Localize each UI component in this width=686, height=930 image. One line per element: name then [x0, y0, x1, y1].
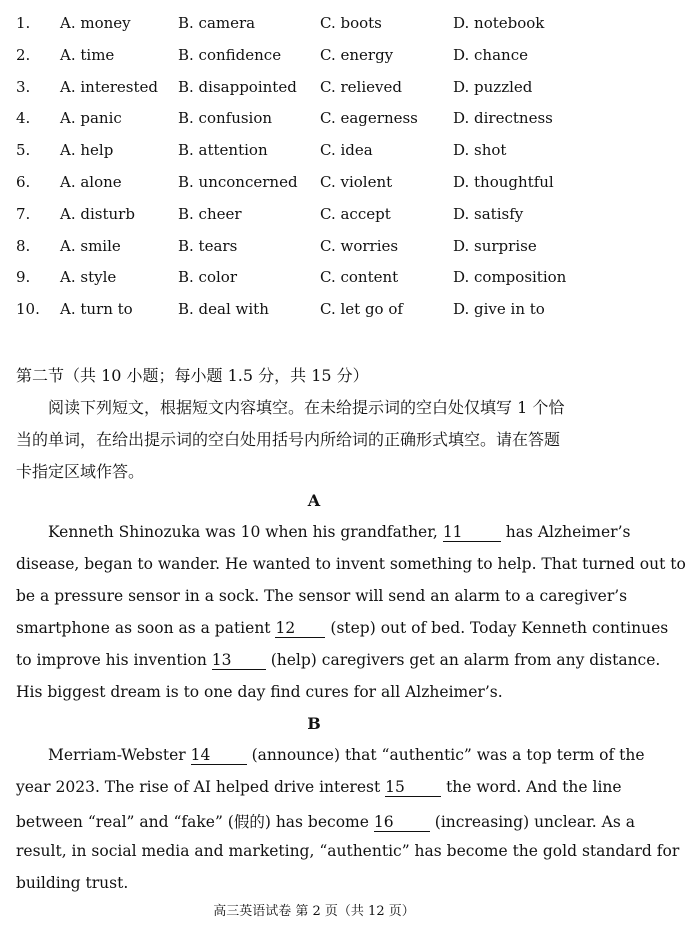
question-number: 3. [16, 77, 31, 96]
question-number: 5. [16, 141, 31, 160]
option-b[interactable]: B. deal with [178, 300, 269, 319]
question-number: 8. [16, 236, 31, 255]
option-b[interactable]: B. attention [178, 141, 268, 160]
passage-b-line-5: building trust. [16, 874, 129, 892]
option-a[interactable]: A. turn to [60, 300, 133, 319]
option-d[interactable]: D. chance [453, 45, 528, 64]
question-number: 4. [16, 109, 31, 128]
blank-11[interactable]: 11 [443, 524, 501, 542]
option-a[interactable]: A. style [60, 268, 117, 287]
passage-a-heading: A [307, 491, 321, 510]
option-d[interactable]: D. directness [453, 109, 553, 128]
option-a[interactable]: A. disturb [60, 204, 135, 223]
option-row [0, 78, 628, 102]
passage-a-line-3: be a pressure sensor in a sock. The sensor will send an alarm to a caregiver’s [16, 587, 628, 605]
option-row [0, 46, 628, 70]
option-b[interactable]: B. confidence [178, 45, 282, 64]
option-c[interactable]: C. relieved [320, 77, 402, 96]
option-c[interactable]: C. energy [320, 45, 394, 64]
option-a[interactable]: A. alone [60, 173, 122, 191]
option-a[interactable]: A. smile [60, 236, 121, 255]
blank-15[interactable]: 15 [385, 779, 441, 797]
option-d[interactable]: D. shot [453, 141, 507, 160]
question-number: 10. [16, 300, 40, 319]
passage-b-text: the word. And the line [446, 778, 622, 796]
option-d[interactable]: D. give in to [453, 300, 545, 319]
passage-b-text: year 2023. The rise of AI helped drive interest [16, 778, 381, 796]
option-b[interactable]: B. unconcerned [178, 173, 298, 191]
option-d[interactable]: D. satisfy [453, 204, 524, 223]
option-c[interactable]: C. accept [320, 204, 391, 223]
option-row [0, 205, 628, 229]
option-c[interactable]: C. violent [320, 173, 393, 191]
instructions-line-2: 当的单词，在给出提示词的空白处用括号内所给词的正确形式填空。请在答题 [16, 430, 561, 449]
option-row [0, 268, 628, 292]
passage-b-line-1 [48, 746, 645, 765]
question-number: 9. [16, 268, 31, 287]
passage-a-text: has Alzheimer’s [505, 523, 631, 541]
question-number: 7. [16, 204, 31, 223]
passage-a-text: (help) caregivers get an alarm from any distance. [270, 651, 661, 669]
passage-a-line-2: disease, began to wander. He wanted to invent something to help. That turned out to [16, 555, 686, 573]
blank-12[interactable]: 12 [275, 620, 325, 638]
passage-b-line-3 [16, 810, 635, 832]
option-c[interactable]: C. worries [320, 236, 399, 255]
option-c[interactable]: C. boots [320, 14, 382, 32]
passage-b-text: (increasing) unclear. As a [434, 813, 635, 831]
option-row [0, 173, 628, 197]
option-row [0, 300, 628, 324]
option-d[interactable]: D. puzzled [453, 77, 533, 96]
option-c[interactable]: C. eagerness [320, 109, 418, 128]
option-c[interactable]: C. idea [320, 141, 373, 160]
passage-a-text: smartphone as soon as a patient [16, 619, 271, 637]
passage-a-line-4 [16, 619, 669, 638]
blank-14[interactable]: 14 [191, 747, 247, 765]
option-row [0, 237, 628, 261]
option-b[interactable]: B. confusion [178, 109, 273, 128]
question-number: 1. [16, 14, 31, 32]
blank-13[interactable]: 13 [212, 652, 266, 670]
option-a[interactable]: A. time [60, 45, 115, 64]
option-a[interactable]: A. money [60, 14, 131, 32]
instructions-line-1: 阅读下列短文，根据短文内容填空。在未给提示词的空白处仅填写 1 个恰 [48, 398, 565, 417]
passage-b-line-4: result, in social media and marketing, “authentic” has become the gold standard for [16, 842, 680, 860]
option-b[interactable]: B. cheer [178, 204, 242, 223]
passage-b-text: between “real” and “fake” (假的) has become [16, 813, 369, 831]
page-footer: 高三英语试卷 第 2 页（共 12 页） [213, 904, 415, 919]
passage-a-line-5 [16, 651, 661, 670]
option-c[interactable]: C. let go of [320, 300, 403, 319]
option-d[interactable]: D. thoughtful [453, 173, 554, 191]
option-a[interactable]: A. help [60, 141, 114, 160]
option-b[interactable]: B. color [178, 268, 237, 287]
passage-a-line-1 [48, 523, 631, 542]
passage-b-text: Merriam-Webster [48, 746, 186, 764]
question-number: 2. [16, 45, 31, 64]
question-number: 6. [16, 173, 31, 191]
option-d[interactable]: D. composition [453, 268, 567, 287]
passage-b-heading: B [307, 714, 321, 733]
passage-a-line-6: His biggest dream is to one day find cures for all Alzheimer’s. [16, 683, 503, 701]
passage-b-line-2 [16, 778, 622, 797]
instructions-line-3: 卡指定区域作答。 [16, 462, 145, 481]
option-d[interactable]: D. notebook [453, 14, 545, 32]
passage-a-text: Kenneth Shinozuka was 10 when his grandfather, [48, 523, 438, 541]
section-title: 第二节（共 10 小题；每小题 1.5 分，共 15 分） [16, 366, 369, 385]
option-row [0, 14, 628, 38]
option-b[interactable]: B. disappointed [178, 77, 297, 96]
option-a[interactable]: A. interested [60, 77, 158, 96]
option-row [0, 141, 628, 165]
option-a[interactable]: A. panic [60, 109, 122, 128]
option-d[interactable]: D. surprise [453, 236, 537, 255]
passage-a-text: (step) out of bed. Today Kenneth continues [330, 619, 669, 637]
option-c[interactable]: C. content [320, 268, 399, 287]
blank-16[interactable]: 16 [374, 814, 430, 832]
option-b[interactable]: B. tears [178, 236, 238, 255]
passage-b-text: (announce) that “authentic” was a top term of the [251, 746, 645, 764]
option-row [0, 109, 628, 133]
option-b[interactable]: B. camera [178, 14, 256, 32]
passage-a-text: to improve his invention [16, 651, 207, 669]
